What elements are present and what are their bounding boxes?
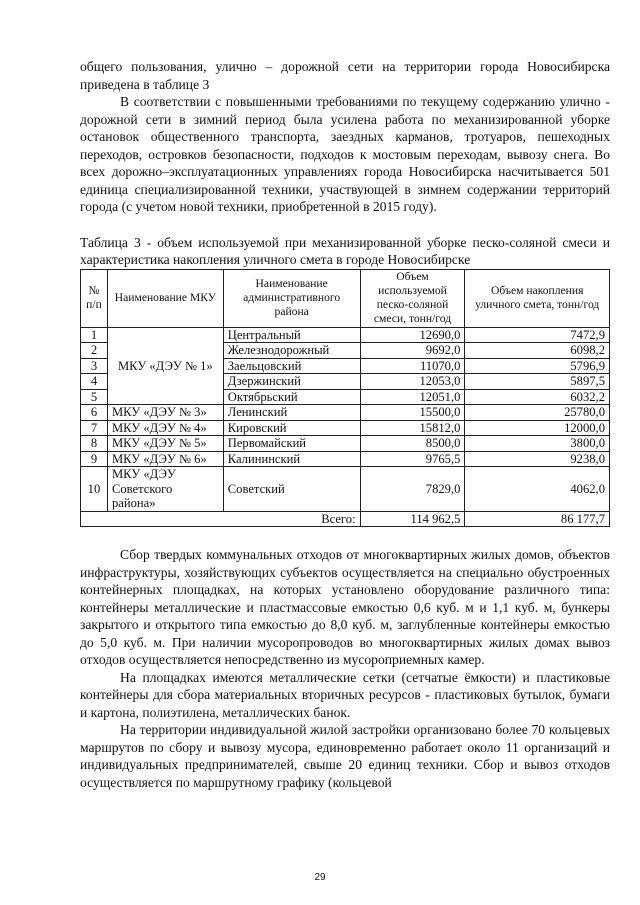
row-sand: 9692,0 — [360, 343, 465, 359]
header-district: Наименование административного района — [223, 269, 360, 327]
row-waste: 6098,2 — [465, 343, 610, 359]
row-sand: 9765,5 — [360, 451, 465, 467]
row-num: 1 — [81, 327, 108, 343]
row-district: Дзержинский — [223, 374, 360, 390]
row-district: Советский — [223, 467, 360, 512]
row-num: 5 — [81, 389, 108, 405]
row-district: Октябрьский — [223, 389, 360, 405]
page-number: 29 — [314, 872, 326, 883]
paragraph-continuation: общего пользования, улично – дорожной сети на территории города Новосибирска приведена в таблице 3 — [80, 59, 610, 92]
row-district: Кировский — [223, 420, 360, 436]
row-district: Железнодорожный — [223, 343, 360, 359]
row-district: Заельцовский — [223, 358, 360, 374]
row-waste: 9238,0 — [465, 451, 610, 467]
header-mku: Наименование МКУ — [107, 269, 223, 327]
paragraph-recycling: На площадках имеются металлические сетки (сетчатые ёмкости) и пластиковые контейнеры для сбора материальных вторичных ресурсов - пластиковых бутылок, бумаги и картона, полиэтилена, металлических банок. — [80, 669, 610, 720]
paragraph-private-housing: На территории индивидуальной жилой застройки организовано более 70 кольцевых маршрутов по сбору и вывозу мусора, единовременно работает около 11 организаций и индивидуальных предпринимателей, свыше 20 единиц техники. Сбор и вывоз отходов осуществляется по маршрутному графику (кольцевой — [80, 722, 610, 790]
sand-salt-table — [80, 269, 610, 528]
row-waste: 7472,9 — [465, 327, 610, 343]
row-sand: 11070,0 — [360, 358, 465, 374]
row-sand: 15500,0 — [360, 405, 465, 421]
total-label: Всего: — [81, 511, 361, 527]
row-district: Ленинский — [223, 405, 360, 421]
row-waste: 5796,9 — [465, 358, 610, 374]
table-row — [81, 467, 610, 512]
row-mku: МКУ «ДЭУ № 5» — [107, 436, 223, 452]
row-district: Центральный — [223, 327, 360, 343]
row-sand: 12051,0 — [360, 389, 465, 405]
header-sand: Объем используемой песко-соляной смеси, тонн/год — [360, 269, 465, 327]
row-district: Калининский — [223, 451, 360, 467]
row-num: 9 — [81, 451, 108, 467]
table-row — [81, 327, 610, 343]
row-mku: МКУ «ДЭУ № 4» — [107, 420, 223, 436]
table-row — [81, 405, 610, 421]
row-district: Первомайский — [223, 436, 360, 452]
row-waste: 12000,0 — [465, 420, 610, 436]
row-mku: МКУ «ДЭУ Советского района» — [107, 467, 223, 512]
row-sand: 7829,0 — [360, 467, 465, 512]
row-waste: 4062,0 — [465, 467, 610, 512]
paragraph-winter-maintenance: В соответствии с повышенными требованиями по текущему содержанию улично - дорожной сети в зимний период была усилена работа по механизированной уборке остановок общественного транспорта, заездных карманов, тротуаров, пешеходных переходов, островков безопасности, подходов к мостовым переходам, вывозу снега. Во всех дорожно–эксплуатационных управлениях города Новосибирска насчитывается 501 единица специализированной техники, участвующей в зимнем содержании территорий города (с учетом новой техники, приобретенной в 2015 году). — [80, 94, 610, 214]
row-num: 10 — [81, 467, 108, 512]
total-waste: 86 177,7 — [465, 511, 610, 527]
row-mku: МКУ «ДЭУ № 6» — [107, 451, 223, 467]
row-num: 4 — [81, 374, 108, 390]
table-total-row — [81, 511, 610, 527]
row-waste: 5897,5 — [465, 374, 610, 390]
header-waste: Объем накопления уличного смета, тонн/год — [465, 269, 610, 327]
row-waste: 6032,2 — [465, 389, 610, 405]
row-waste: 3800,0 — [465, 436, 610, 452]
total-sand: 114 962,5 — [360, 511, 465, 527]
table-row — [81, 436, 610, 452]
row-mku: МКУ «ДЭУ № 3» — [107, 405, 223, 421]
row-sand: 8500,0 — [360, 436, 465, 452]
table-caption: Таблица 3 - объем используемой при механизированной уборке песко-соляной смеси и характеристика накопления уличного смета в городе Новосибирске — [80, 234, 610, 267]
row-sand: 12690,0 — [360, 327, 465, 343]
paragraph-waste-collection: Сбор твердых коммунальных отходов от многоквартирных жилых домов, объектов инфраструктуры, хозяйствующих субъектов осуществляется на специально обустроенных контейнерных площадках, на которых установлено оборудование различного типа: контейнеры металлические и пластмассовые емкостью 0,6 куб. м и 1,1 куб. м, бункеры закрытого и открытого типа емкостью до 8,0 куб. м, заглубленные контейнеры емкостью до 5,0 куб. м. При наличии мусоропроводов во многоквартирных жилых домах вывоз отходов осуществляется непосредственно из мусороприемных камер. — [80, 547, 610, 667]
header-num: № п/п — [81, 269, 108, 327]
row-num: 8 — [81, 436, 108, 452]
row-num: 7 — [81, 420, 108, 436]
row-sand: 12053,0 — [360, 374, 465, 390]
row-sand: 15812,0 — [360, 420, 465, 436]
table-row — [81, 420, 610, 436]
row-waste: 25780,0 — [465, 405, 610, 421]
table-row — [81, 451, 610, 467]
row-num: 2 — [81, 343, 108, 359]
document-page — [80, 58, 610, 791]
row-num: 6 — [81, 405, 108, 421]
row-mku: МКУ «ДЭУ № 1» — [107, 327, 223, 405]
table-header-row — [81, 269, 610, 327]
row-num: 3 — [81, 358, 108, 374]
